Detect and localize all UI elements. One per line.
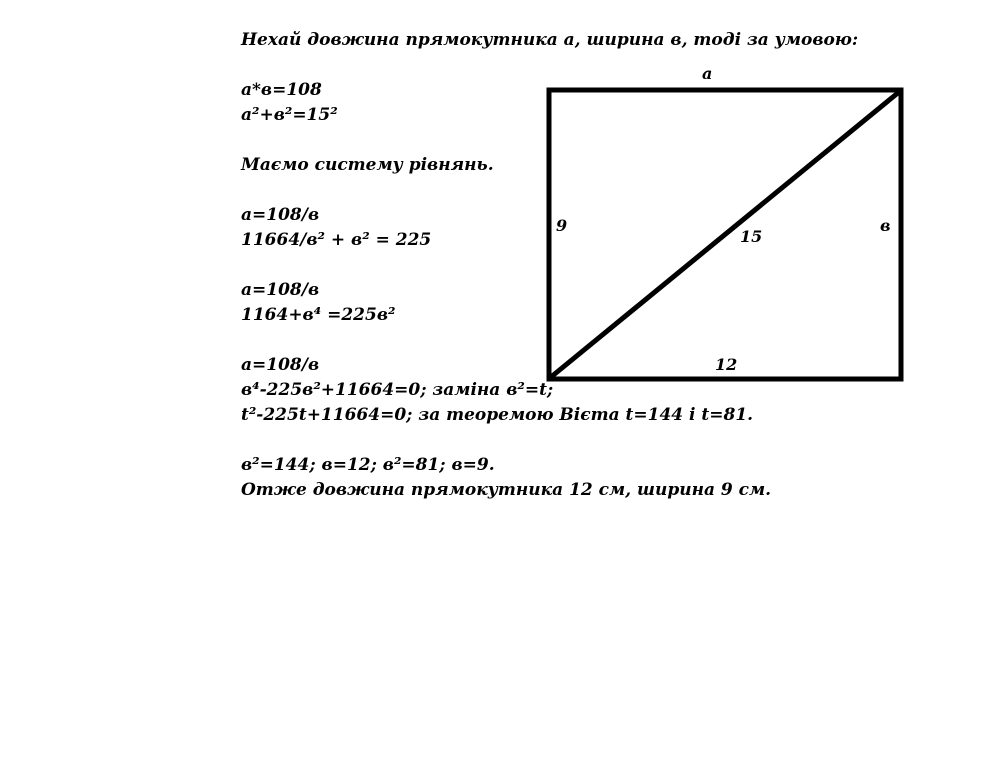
step3-express-a: а=108/в <box>241 355 320 375</box>
figure-label-right: в <box>880 216 891 235</box>
step1-substitution: 11664/в² + в² = 225 <box>241 230 432 250</box>
intro-text: Нехай довжина прямокутника а, ширина в, тоді за умовою: <box>241 30 859 50</box>
figure-label-left: 9 <box>556 216 568 235</box>
step1-express-a: а=108/в <box>241 205 320 225</box>
figure-label-top: а <box>702 64 713 83</box>
rectangle-diagonal <box>551 92 899 377</box>
step3-vieta: t²-225t+11664=0; за теоремою Вієта t=144 і t=81. <box>241 405 754 425</box>
figure-label-diagonal: 15 <box>740 227 763 246</box>
equation-pythagoras: а²+в²=15² <box>241 105 338 125</box>
system-text: Маємо систему рівнянь. <box>241 155 494 175</box>
step3-biquadratic: в⁴-225в²+11664=0; заміна в²=t; <box>241 380 554 400</box>
figure-label-bottom: 12 <box>715 355 738 374</box>
answer-text: Отже довжина прямокутника 12 см, ширина 9 см. <box>241 480 772 500</box>
roots-text: в²=144; в=12; в²=81; в=9. <box>241 455 495 475</box>
step2-express-a: а=108/в <box>241 280 320 300</box>
step2-equation: 1164+в⁴ =225в² <box>241 305 396 325</box>
equation-product: а*в=108 <box>241 80 322 100</box>
